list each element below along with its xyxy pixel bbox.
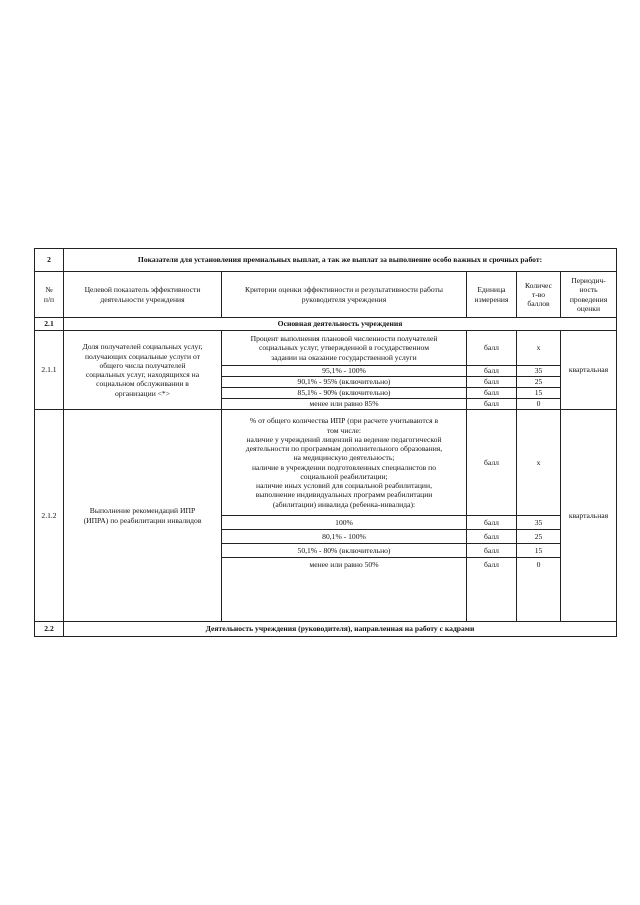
points-cell: 35	[517, 516, 561, 530]
points-cell: 35	[517, 366, 561, 377]
table-row	[35, 410, 617, 516]
unit-cell: балл	[467, 366, 517, 377]
header-criteria: Критерии оценки эффективности и результативности работы руководителя учреждения	[222, 272, 467, 318]
criteria-cell: 85,1% - 90% (включительно)	[222, 388, 467, 399]
header-unit: Единица измерения	[467, 272, 517, 318]
criteria-cell: 100%	[222, 516, 467, 530]
unit-cell: балл	[467, 377, 517, 388]
unit-cell: балл	[467, 544, 517, 558]
header-period: Периодич- ность проведения оценки	[561, 272, 617, 318]
item-number: 2.1.1	[35, 331, 64, 410]
period-cell: квартальная	[561, 331, 617, 410]
criteria-cell: Процент выполнения плановой численности получателей социальных услуг, утвержденной в государственном задании на оказание государственной услуги	[222, 331, 467, 366]
header-number: № п/п	[35, 272, 64, 318]
criteria-cell: % от общего количества ИПР (при расчете учитываются в том числе: наличие у учреждений лицензий на ведение педагогической деятельности по программам дополнительного образования, на медицинскую деятельность; наличие в учреждении подготовленных специалистов по социальной реабилитации; наличие иных условий для социальной реабилитации, выполнение индивидуальных программ реабилитации (абилитации) инвалида (ребенка-инвалида):	[222, 410, 467, 516]
unit-cell: балл	[467, 388, 517, 399]
points-cell: 0	[517, 399, 561, 410]
subsection-row	[35, 318, 617, 331]
points-cell: 15	[517, 388, 561, 399]
subsection-number: 2.2	[35, 622, 64, 637]
subsection-number: 2.1	[35, 318, 64, 331]
item-indicator: Выполнение рекомендаций ИПР (ИПРА) по реабилитации инвалидов	[64, 410, 222, 622]
section-title: Показатели для установления премиальных выплат, а так же выплат за выполнение особо важных и срочных работ:	[64, 249, 617, 272]
section-number: 2	[35, 249, 64, 272]
points-cell: 25	[517, 530, 561, 544]
subsection-title: Деятельность учреждения (руководителя), направленная на работу с кадрами	[64, 622, 617, 637]
section-header-row	[35, 249, 617, 272]
points-cell: х	[517, 331, 561, 366]
criteria-cell: 50,1% - 80% (включительно)	[222, 544, 467, 558]
unit-cell: балл	[467, 399, 517, 410]
table-row	[35, 331, 617, 366]
points-cell: 0	[517, 558, 561, 622]
item-number: 2.1.2	[35, 410, 64, 622]
unit-cell: балл	[467, 410, 517, 516]
criteria-cell: 90,1% - 95% (включительно)	[222, 377, 467, 388]
period-cell: квартальная	[561, 410, 617, 622]
item-indicator: Доля получателей социальных услуг, получающих социальные услуги от общего числа получателей социальных услуг, находящихся на социальном обслуживании в организации <*>	[64, 331, 222, 410]
column-header-row	[35, 272, 617, 318]
points-cell: 15	[517, 544, 561, 558]
header-points: Количес т-во баллов	[517, 272, 561, 318]
points-cell: х	[517, 410, 561, 516]
subsection-row	[35, 622, 617, 637]
criteria-cell: 95,1% - 100%	[222, 366, 467, 377]
criteria-cell: 80,1% - 100%	[222, 530, 467, 544]
points-cell: 25	[517, 377, 561, 388]
unit-cell: балл	[467, 516, 517, 530]
header-indicator: Целевой показатель эффективности деятельности учреждения	[64, 272, 222, 318]
unit-cell: балл	[467, 331, 517, 366]
criteria-cell: менее или равно 50%	[222, 558, 467, 622]
subsection-title: Основная деятельность учреждения	[64, 318, 617, 331]
unit-cell: балл	[467, 530, 517, 544]
indicators-table	[34, 248, 617, 637]
unit-cell: балл	[467, 558, 517, 622]
criteria-cell: менее или равно 85%	[222, 399, 467, 410]
